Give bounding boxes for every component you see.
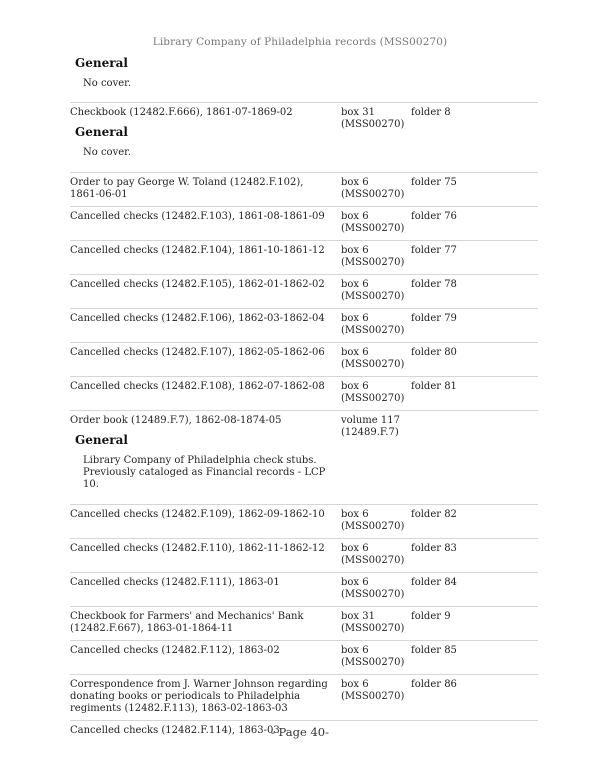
item-title: Cancelled checks (12482.F.110), 1862-11-1862-12 xyxy=(70,543,325,554)
container-location: box 6 (MSS00270) xyxy=(341,679,405,702)
container-location: volume 117 (12489.F.7) xyxy=(341,415,400,438)
row-left-column xyxy=(70,611,341,635)
item-title: Cancelled checks (12482.F.111), 1863-01 xyxy=(70,577,280,588)
folder-number: folder 83 xyxy=(411,543,457,554)
container-location: box 6 (MSS00270) xyxy=(341,211,405,234)
table-row xyxy=(70,573,538,607)
folder-number: folder 8 xyxy=(411,107,451,118)
container-location: box 6 (MSS00270) xyxy=(341,543,405,566)
table-row xyxy=(70,505,538,539)
item-heading: General xyxy=(75,125,128,139)
item-title: Checkbook for Farmers' and Mechanics' Bank (12482.F.667), 1863-01-1864-11 xyxy=(70,611,304,634)
folder-number: folder 85 xyxy=(411,645,457,656)
folder-number: folder 78 xyxy=(411,279,457,290)
folder-number: folder 79 xyxy=(411,313,457,324)
page-number: - Page 40- xyxy=(271,725,329,739)
item-note: Library Company of Philadelphia check stubs. Previously cataloged as Financial records - LCP 10. xyxy=(83,455,326,490)
table-row xyxy=(70,102,538,173)
table-row xyxy=(70,411,538,505)
folder-number: folder 80 xyxy=(411,347,457,358)
row-left-column xyxy=(70,107,341,167)
item-note: No cover. xyxy=(83,147,131,158)
row-left-column xyxy=(70,679,341,715)
folder-number: folder 9 xyxy=(411,611,451,622)
container-location: box 6 (MSS00270) xyxy=(341,645,405,668)
row-left-column xyxy=(70,211,341,235)
section-note: No cover. xyxy=(83,78,131,89)
item-title: Cancelled checks (12482.F.112), 1863-02 xyxy=(70,645,280,656)
item-title: Order book (12489.F.7), 1862-08-1874-05 xyxy=(70,415,282,426)
folder-number: folder 82 xyxy=(411,509,457,520)
table-row xyxy=(70,207,538,241)
section-heading: General xyxy=(75,56,128,70)
item-title: Cancelled checks (12482.F.109), 1862-09-1862-10 xyxy=(70,509,325,520)
table-row xyxy=(70,241,538,275)
row-left-column xyxy=(70,313,341,337)
container-location: box 6 (MSS00270) xyxy=(341,245,405,268)
row-left-column xyxy=(70,381,341,405)
container-location: box 31 (MSS00270) xyxy=(341,107,405,130)
folder-number: folder 84 xyxy=(411,577,457,588)
container-location: box 6 (MSS00270) xyxy=(341,279,405,302)
item-title: Order to pay George W. Toland (12482.F.102), 1861-06-01 xyxy=(70,177,304,200)
container-location: box 6 (MSS00270) xyxy=(341,177,405,200)
table-row xyxy=(70,675,538,721)
row-left-column xyxy=(70,279,341,303)
item-title: Checkbook (12482.F.666), 1861-07-1869-02 xyxy=(70,107,293,118)
item-title: Correspondence from J. Warner Johnson regarding donating books or periodicals to Philadelphia regiments (12482.F.113), 1863-02-1863-03 xyxy=(70,679,328,714)
item-title: Cancelled checks (12482.F.104), 1861-10-1861-12 xyxy=(70,245,325,256)
container-location: box 6 (MSS00270) xyxy=(341,313,405,336)
general-section xyxy=(70,56,538,102)
folder-number: folder 76 xyxy=(411,211,457,222)
table-row xyxy=(70,309,538,343)
folder-number: folder 86 xyxy=(411,679,457,690)
folder-number: folder 81 xyxy=(411,381,457,392)
row-left-column xyxy=(70,645,341,669)
item-title: Cancelled checks (12482.F.114), 1863-03 xyxy=(70,725,280,736)
row-left-column xyxy=(70,509,341,533)
item-heading: General xyxy=(75,433,128,447)
item-title: Cancelled checks (12482.F.105), 1862-01-1862-02 xyxy=(70,279,325,290)
container-list xyxy=(70,102,538,742)
finding-aid-content xyxy=(70,56,538,742)
table-row xyxy=(70,641,538,675)
item-title: Cancelled checks (12482.F.107), 1862-05-1862-06 xyxy=(70,347,325,358)
table-row xyxy=(70,377,538,411)
row-left-column xyxy=(70,577,341,601)
table-row xyxy=(70,343,538,377)
row-left-column xyxy=(70,177,341,201)
item-title: Cancelled checks (12482.F.106), 1862-03-1862-04 xyxy=(70,313,325,324)
row-left-column xyxy=(70,245,341,269)
container-location: box 6 (MSS00270) xyxy=(341,577,405,600)
row-left-column xyxy=(70,415,341,499)
container-location: box 6 (MSS00270) xyxy=(341,347,405,370)
folder-number: folder 77 xyxy=(411,245,457,256)
container-location: box 31 (MSS00270) xyxy=(341,611,405,634)
page-header: Library Company of Philadelphia records (MSS00270) xyxy=(152,36,448,48)
folder-number: folder 75 xyxy=(411,177,457,188)
item-title: Cancelled checks (12482.F.103), 1861-08-1861-09 xyxy=(70,211,325,222)
table-row xyxy=(70,173,538,207)
table-row xyxy=(70,275,538,309)
table-row xyxy=(70,607,538,641)
row-left-column xyxy=(70,347,341,371)
table-row xyxy=(70,539,538,573)
item-title: Cancelled checks (12482.F.108), 1862-07-1862-08 xyxy=(70,381,325,392)
container-location: box 6 (MSS00270) xyxy=(341,381,405,404)
container-location: box 6 (MSS00270) xyxy=(341,509,405,532)
row-left-column xyxy=(70,543,341,567)
